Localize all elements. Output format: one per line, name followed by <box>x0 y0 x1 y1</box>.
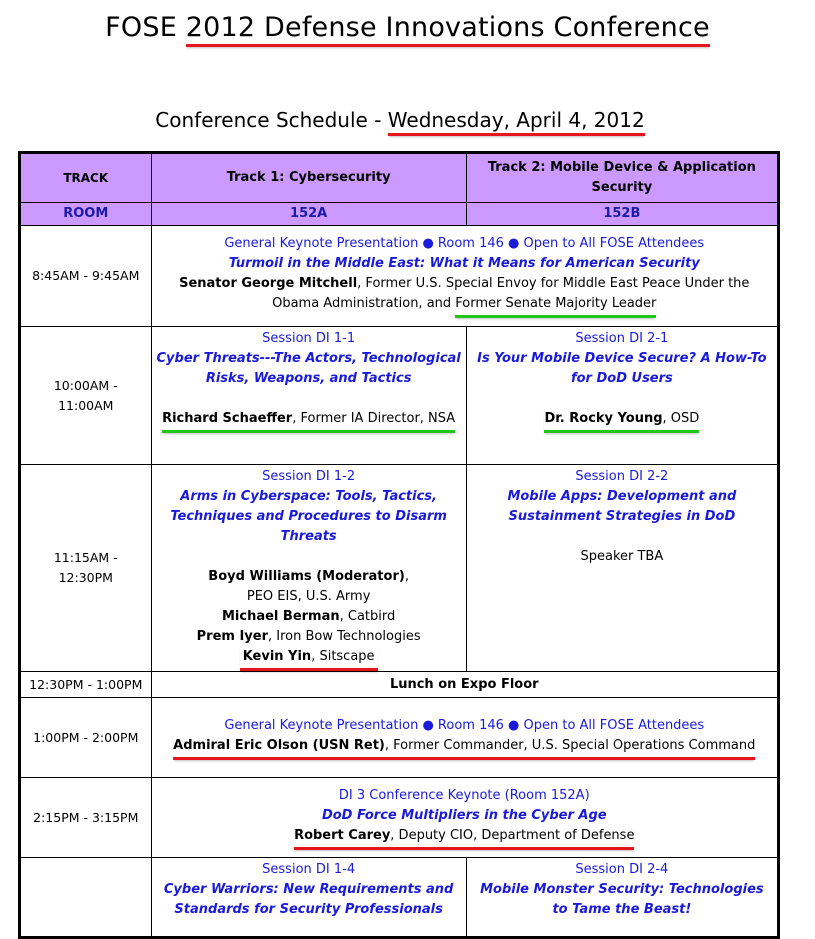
room2: 152B <box>466 203 778 226</box>
page-title <box>0 12 815 47</box>
session-id: Session DI 1-1 <box>262 331 356 346</box>
session-id: Session DI 2-2 <box>575 469 669 484</box>
panelist-name: Boyd Williams (Moderator) <box>208 569 405 584</box>
speaker-name: Dr. Rocky Young <box>544 411 663 426</box>
keynote-speaker <box>156 826 773 850</box>
panelist-line: PEO EIS, U.S. Army <box>246 589 371 604</box>
keynote-heading: General Keynote Presentation ● Room 146 ● Open to All FOSE Attendees <box>224 717 705 733</box>
table-row <box>20 778 779 858</box>
session-id: Session DI 1-4 <box>262 862 356 877</box>
speaker-name: Robert Carey <box>294 827 391 843</box>
keynote-title: DoD Force Multipliers in the Cyber Age <box>321 807 607 823</box>
page-subtitle <box>0 108 800 136</box>
table-row <box>20 327 779 465</box>
time-cell: 11:15AM - 12:30PM <box>20 465 152 672</box>
speaker-desc: , Former IA Director, NSA <box>292 411 456 426</box>
track1-header: Track 1: Cybersecurity <box>151 153 466 203</box>
panelist-desc: , Iron Bow Technologies <box>268 629 421 644</box>
session-title: Is Your Mobile Device Secure? A How-To for DoD Users <box>477 351 767 386</box>
time-cell: 12:30PM - 1:00PM <box>20 672 152 698</box>
session-cell <box>151 327 466 465</box>
keynote-title: Turmoil in the Middle East: What it Means for American Security <box>228 256 700 271</box>
subtitle-date: Wednesday, April 4, 2012 <box>388 108 645 136</box>
speaker-name: Admiral Eric Olson (USN Ret) <box>173 737 385 753</box>
keynote-heading: General Keynote Presentation ● Room 146 ● Open to All FOSE Attendees <box>224 236 705 251</box>
panelist-desc: , <box>404 569 409 584</box>
speaker-desc: , OSD <box>662 411 700 426</box>
room1: 152A <box>151 203 466 226</box>
keynote-cell <box>151 226 778 327</box>
title-prefix: FOSE <box>105 12 186 43</box>
session-title: Mobile Apps: Development and Sustainment Strategies in DoD <box>507 489 737 524</box>
title-underlined: 2012 Defense Innovations Conference <box>186 12 710 47</box>
panelist-desc: , Sitscape <box>311 649 375 664</box>
header-row <box>20 153 779 203</box>
panelist <box>156 627 462 647</box>
lunch-cell: Lunch on Expo Floor <box>151 672 778 698</box>
session-cell <box>466 465 778 672</box>
schedule-table <box>18 151 780 939</box>
time-cell: 2:15PM - 3:15PM <box>20 778 152 858</box>
keynote-cell <box>151 698 778 778</box>
keynote-speaker <box>156 274 773 318</box>
session-cell <box>151 465 466 672</box>
session-speaker: Speaker TBA <box>580 549 664 564</box>
track-header: TRACK <box>20 153 152 203</box>
keynote-cell <box>151 778 778 858</box>
panelist-desc: , Catbird <box>339 609 396 624</box>
session-title: Arms in Cyberspace: Tools, Tactics, Techniques and Procedures to Disarm Threats <box>170 489 447 544</box>
session-cell <box>466 858 778 938</box>
panelist-name: Kevin Yin <box>242 649 312 664</box>
table-row <box>20 858 779 938</box>
table-row <box>20 226 779 327</box>
room-label: ROOM <box>20 203 152 226</box>
session-speaker <box>471 409 773 433</box>
session-title: Cyber Threats---The Actors, Technological Risks, Weapons, and Tactics <box>156 351 461 386</box>
time-cell: 8:45AM - 9:45AM <box>20 226 152 327</box>
session-id: Session DI 2-4 <box>575 862 669 877</box>
session-speaker <box>156 409 462 433</box>
speaker-desc: , Deputy CIO, Department of Defense <box>390 827 635 843</box>
panelist <box>156 647 462 671</box>
subtitle-prefix: Conference Schedule - <box>155 108 388 132</box>
keynote-heading: DI 3 Conference Keynote (Room 152A) <box>338 787 590 803</box>
panelist <box>156 567 462 587</box>
time-cell: 10:00AM - 11:00AM <box>20 327 152 465</box>
table-row <box>20 672 779 698</box>
session-cell <box>151 858 466 938</box>
speaker-name: Senator George Mitchell <box>179 276 358 291</box>
table-row <box>20 698 779 778</box>
panelist-name: Michael Berman <box>221 609 340 624</box>
speaker-name: Richard Schaeffer <box>162 411 293 426</box>
track2-header: Track 2: Mobile Device & Application Security <box>466 153 778 203</box>
session-title: Cyber Warriors: New Requirements and Standards for Security Professionals <box>163 882 454 917</box>
session-id: Session DI 1-2 <box>262 469 356 484</box>
room-row <box>20 203 779 226</box>
time-cell <box>20 858 152 938</box>
table-row <box>20 465 779 672</box>
panelist <box>156 607 462 627</box>
session-cell <box>466 327 778 465</box>
speaker-desc: , Former U.S. Special Envoy for Middle East Peace Under the Obama Administration, and <box>272 276 750 311</box>
keynote-speaker <box>156 736 773 760</box>
session-id: Session DI 2-1 <box>575 331 669 346</box>
session-title: Mobile Monster Security: Technologies to Tame the Beast! <box>480 882 764 917</box>
time-cell: 1:00PM - 2:00PM <box>20 698 152 778</box>
speaker-desc: , Former Commander, U.S. Special Operations Command <box>384 737 756 753</box>
panelist-name: Prem Iyer <box>196 629 268 644</box>
speaker-desc-underlined: Former Senate Majority Leader <box>455 294 656 318</box>
